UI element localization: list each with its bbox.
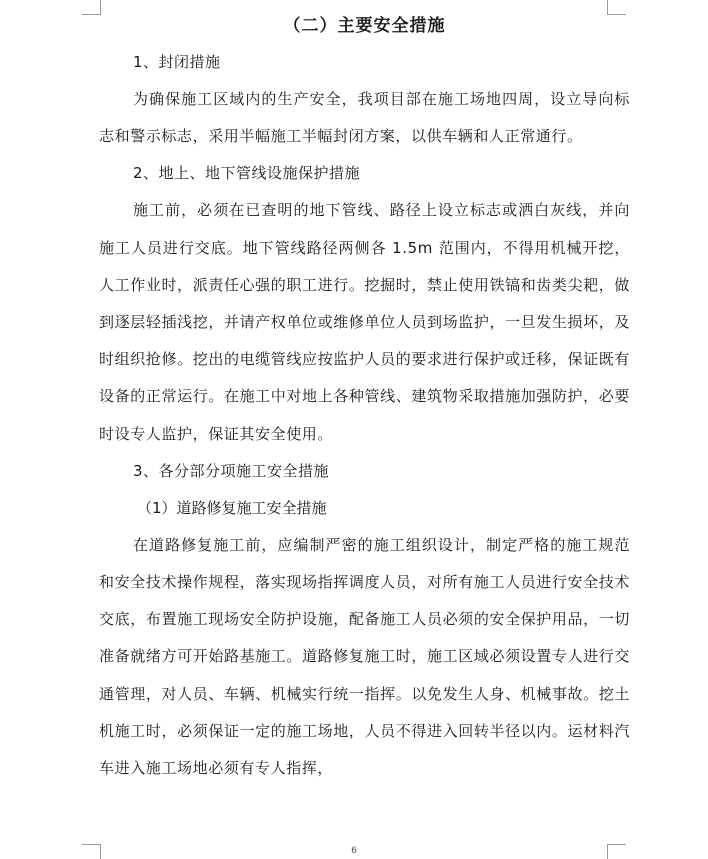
subsection-heading-road-repair: （1）道路修复施工安全措施 [137,498,327,517]
paragraph-road-repair: 在道路修复施工前，应编制严密的施工组织设计，制定严格的施工规范和安全技术操作规程，落实现场指挥调度人员，对所有施工人员进行安全技术交底，布置施工现场安全防护设施，配备施工人员必须的安全保护用品，一切准备就绪方可开始路基施工。道路修复施工时，施工区域必须设置专人进行交通管理，对人员、车辆、机械实行统一指挥。以免发生人身、机械事故。挖土机施工时，必须保证一定的施工场地，人员不得进入回转半径以内。运材料汽车进入施工场地必须有专人指挥， [99,535,630,778]
document-body [99,8,630,787]
section-heading-closure: 1、封闭措施 [133,53,221,71]
section-heading-pipeline-protection: 2、地上、地下管线设施保护措施 [133,164,361,183]
document-title: （二）主要安全措施 [283,16,446,36]
page-number: 6 [351,846,357,856]
section-heading-subproject-safety: 3、各分部分项施工安全措施 [133,461,330,480]
paragraph-closure: 为确保施工区域内的生产安全，我项目部在施工场地四周，设立导向标志和警示标志，采用半幅施工半幅封闭方案，以供车辆和人正常通行。 [99,90,630,146]
paragraph-pipeline-protection: 施工前，必须在已查明的地下管线、路径上设立标志或洒白灰线，并向施工人员进行交底。地下管线路径两侧各 1.5m 范围内，不得用机械开挖，人工作业时，派责任心强的职工进行。挖掘时，禁止使用铁镐和齿类尖耙，做到逐层轻插浅挖，并请产权单位或维修单位人员到场监护，一旦发生损坏，及时组织抢修。挖出的电缆管线应按监护人员的要求进行保护或迁移，保证既有设备的正常运行。在施工中对地上各种管线、建筑物采取措施加强防护，必要时设专人监护，保证其安全使用。 [99,201,630,443]
